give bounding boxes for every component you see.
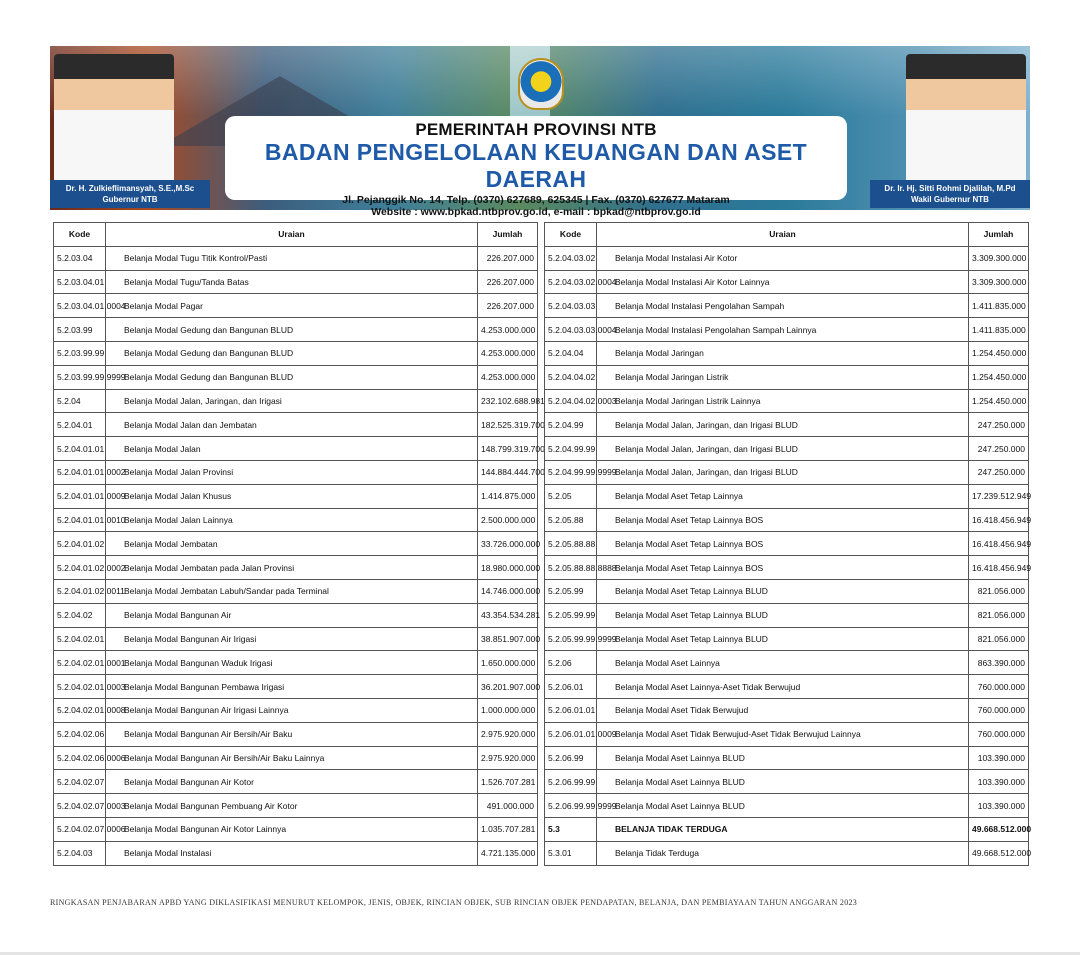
row-kode-cell: 5.2.05.88 [545,508,597,532]
left-table-body [54,246,545,865]
row-kode-cell: 5.2.04.02.07 [54,770,106,794]
row-uraian-cell: Belanja Modal Jembatan Labuh/Sandar pada Terminal [106,579,478,603]
row-kode-cell: 5.2.03.99 [54,318,106,342]
row-uraian-cell: Belanja Modal Aset Tetap Lainnya BOS [597,508,969,532]
row-jumlah-cell: 760.000.000 [969,675,1029,699]
row-jumlah-cell: 247.250.000 [969,460,1029,484]
row-kode-cell: 5.2.04.01.01.0009 [54,484,106,508]
row-uraian-cell: Belanja Modal Aset Lainnya BLUD [597,794,969,818]
table-row [54,437,538,461]
row-kode-cell: 5.2.04.03.03 [545,294,597,318]
row-kode-cell: 5.3.01 [545,841,597,865]
table-row [54,389,538,413]
table-row [54,746,538,770]
row-jumlah-cell: 226.207.000 [478,294,538,318]
table-row [545,556,1029,580]
row-uraian-cell: Belanja Modal Aset Lainnya BLUD [597,746,969,770]
table-row [545,318,1029,342]
row-jumlah-cell: 1.000.000.000 [478,698,538,722]
column-header-kode: Kode [545,223,597,247]
row-jumlah-cell: 14.746.000.000 [478,579,538,603]
row-uraian-cell: Belanja Modal Jalan, Jaringan, dan Irigasi BLUD [597,460,969,484]
table-row [545,841,1029,865]
table-row [54,341,538,365]
row-uraian-cell: Belanja Modal Bangunan Air Bersih/Air Baku Lainnya [106,746,478,770]
row-jumlah-cell: 1.254.450.000 [969,341,1029,365]
row-uraian-cell: Belanja Modal Aset Lainnya [597,651,969,675]
row-uraian-cell: Belanja Modal Jaringan Listrik Lainnya [597,389,969,413]
row-uraian-cell: Belanja Modal Jalan, Jaringan, dan Irigasi [106,389,478,413]
row-kode-cell: 5.2.03.04.01.0004 [54,294,106,318]
right-budget-table [544,222,1032,866]
row-kode-cell: 5.2.04.01.02.0002 [54,556,106,580]
row-kode-cell: 5.2.04.01.01 [54,437,106,461]
table-row [54,556,538,580]
row-uraian-cell: Belanja Modal Aset Tetap Lainnya BLUD [597,603,969,627]
row-jumlah-cell: 17.239.512.949 [969,484,1029,508]
table-row [545,579,1029,603]
table-row [54,246,538,270]
row-kode-cell: 5.2.06.01 [545,675,597,699]
row-kode-cell: 5.2.04.01.01.0002 [54,460,106,484]
row-jumlah-cell: 38.851.907.000 [478,627,538,651]
table-row [545,460,1029,484]
row-jumlah-cell: 144.884.444.700 [478,460,538,484]
column-header-uraian: Uraian [106,223,478,247]
row-uraian-cell: Belanja Modal Aset Tidak Berwujud-Aset Tidak Berwujud Lainnya [597,722,969,746]
row-uraian-cell: Belanja Modal Instalasi Air Kotor Lainnya [597,270,969,294]
row-kode-cell: 5.2.06 [545,651,597,675]
row-kode-cell: 5.2.04.02.06 [54,722,106,746]
row-uraian-cell: Belanja Modal Bangunan Air Kotor [106,770,478,794]
row-uraian-cell: Belanja Modal Jalan Provinsi [106,460,478,484]
table-row [545,675,1029,699]
row-kode-cell: 5.2.05.99.99.9999 [545,627,597,651]
table-row [54,365,538,389]
row-kode-cell: 5.2.04.03.02.0004 [545,270,597,294]
row-kode-cell: 5.2.04.02.01 [54,627,106,651]
row-kode-cell: 5.2.03.99.99.9999 [54,365,106,389]
row-kode-cell: 5.2.04.01.02 [54,532,106,556]
row-jumlah-cell: 4.253.000.000 [478,365,538,389]
row-uraian-cell: Belanja Modal Jembatan [106,532,478,556]
table-row [545,508,1029,532]
header-title-box [225,116,847,218]
table-row [545,746,1029,770]
header-title-line2: BADAN PENGELOLAAN KEUANGAN DAN ASET DAERAH [264,139,808,192]
row-kode-cell: 5.2.04.01 [54,413,106,437]
row-kode-cell: 5.2.03.04.01 [54,270,106,294]
row-uraian-cell: Belanja Modal Bangunan Air Bersih/Air Baku [106,722,478,746]
row-uraian-cell: Belanja Modal Bangunan Pembuang Air Kotor [106,794,478,818]
table-row [54,270,538,294]
table-row [545,651,1029,675]
row-uraian-cell: Belanja Modal Jalan Khusus [106,484,478,508]
row-jumlah-cell: 1.254.450.000 [969,389,1029,413]
row-kode-cell: 5.2.04.01.01.0010 [54,508,106,532]
left-budget-table [53,222,545,866]
row-kode-cell: 5.2.04.03.03.0004 [545,318,597,342]
row-jumlah-cell: 103.390.000 [969,770,1029,794]
row-jumlah-cell: 1.414.875.000 [478,484,538,508]
table-row [545,413,1029,437]
row-kode-cell: 5.2.04.02.01.0003 [54,675,106,699]
row-uraian-cell: Belanja Modal Bangunan Air Irigasi Lainnya [106,698,478,722]
header-contact: Website : www.bpkad.ntbprov.go.id, e-mail : bpkad@ntbprov.go.id [371,206,701,218]
row-uraian-cell: Belanja Modal Aset Tidak Berwujud [597,698,969,722]
row-kode-cell: 5.2.05.88.88 [545,532,597,556]
table-row [545,722,1029,746]
table-row [545,365,1029,389]
vice-governor-nameplate [870,180,1030,208]
row-uraian-cell: Belanja Modal Jembatan pada Jalan Provinsi [106,556,478,580]
row-kode-cell: 5.2.03.99.99 [54,341,106,365]
table-row [54,484,538,508]
table-row [545,817,1029,841]
table-row [545,532,1029,556]
vice-governor-photo [906,54,1026,194]
row-jumlah-cell: 3.309.300.000 [969,246,1029,270]
vice-governor-role: Wakil Gubernur NTB [911,195,989,204]
table-row [545,246,1029,270]
row-jumlah-cell: 1.526.707.281 [478,770,538,794]
row-jumlah-cell: 821.056.000 [969,579,1029,603]
row-uraian-cell: Belanja Modal Instalasi Pengolahan Sampah [597,294,969,318]
row-uraian-cell: Belanja Modal Jalan [106,437,478,461]
column-header-kode: Kode [54,223,106,247]
row-jumlah-cell: 491.000.000 [478,794,538,818]
row-uraian-cell: Belanja Modal Jaringan Listrik [597,365,969,389]
row-jumlah-cell: 4.721.135.000 [478,841,538,865]
row-uraian-cell: Belanja Modal Jalan, Jaringan, dan Irigasi BLUD [597,413,969,437]
table-row [545,770,1029,794]
row-jumlah-cell: 760.000.000 [969,722,1029,746]
row-jumlah-cell: 4.253.000.000 [478,341,538,365]
row-uraian-cell: Belanja Modal Instalasi Air Kotor [597,246,969,270]
row-kode-cell: 5.2.04.04 [545,341,597,365]
table-row [545,294,1029,318]
row-jumlah-cell: 16.418.456.949 [969,556,1029,580]
row-kode-cell: 5.2.04.02.01.0001 [54,651,106,675]
row-jumlah-cell: 4.253.000.000 [478,318,538,342]
row-uraian-cell: Belanja Modal Pagar [106,294,478,318]
row-uraian-cell: Belanja Modal Instalasi Pengolahan Sampah Lainnya [597,318,969,342]
table-row [54,579,538,603]
row-kode-cell: 5.2.05.99 [545,579,597,603]
row-uraian-cell: Belanja Modal Aset Tetap Lainnya BLUD [597,627,969,651]
row-kode-cell: 5.2.06.99 [545,746,597,770]
governor-photo [54,54,174,194]
table-row [54,841,538,865]
province-emblem-icon [518,58,564,110]
row-kode-cell: 5.2.05.88.88.8888 [545,556,597,580]
row-kode-cell: 5.3 [545,817,597,841]
vice-governor-name: Dr. Ir. Hj. Sitti Rohmi Djalilah, M.Pd [884,184,1016,193]
row-jumlah-cell: 2.500.000.000 [478,508,538,532]
row-uraian-cell: Belanja Tidak Terduga [597,841,969,865]
table-row [545,270,1029,294]
row-jumlah-cell: 2.975.920.000 [478,746,538,770]
row-kode-cell: 5.2.04 [54,389,106,413]
row-uraian-cell: Belanja Modal Gedung dan Bangunan BLUD [106,318,478,342]
table-row [54,318,538,342]
table-row [545,698,1029,722]
row-kode-cell: 5.2.04.04.02.0003 [545,389,597,413]
header-title-line1: PEMERINTAH PROVINSI NTB [415,120,657,139]
row-kode-cell: 5.2.04.02.07.0006 [54,817,106,841]
header-address: Jl. Pejanggik No. 14, Telp. (0370) 627689, 625345 | Fax. (0370) 627677 Mataram [342,194,730,206]
row-kode-cell: 5.2.03.04 [54,246,106,270]
row-jumlah-cell: 43.354.534.281 [478,603,538,627]
row-jumlah-cell: 18.980.000.000 [478,556,538,580]
row-jumlah-cell: 16.418.456.949 [969,532,1029,556]
row-jumlah-cell: 16.418.456.949 [969,508,1029,532]
table-row [54,627,538,651]
table-row [54,770,538,794]
table-header-row [54,223,538,247]
table-row [545,484,1029,508]
table-row [54,294,538,318]
row-kode-cell: 5.2.04.99.99 [545,437,597,461]
row-uraian-cell: Belanja Modal Aset Lainnya BLUD [597,770,969,794]
governor-name: Dr. H. Zulkieflimansyah, S.E.,M.Sc [65,184,195,193]
row-jumlah-cell: 103.390.000 [969,794,1029,818]
row-kode-cell: 5.2.04.99 [545,413,597,437]
row-uraian-cell: Belanja Modal Jalan, Jaringan, dan Irigasi BLUD [597,437,969,461]
row-jumlah-cell: 1.411.835.000 [969,318,1029,342]
row-jumlah-cell: 863.390.000 [969,651,1029,675]
row-uraian-cell: Belanja Modal Instalasi [106,841,478,865]
row-kode-cell: 5.2.06.99.99 [545,770,597,794]
table-row [545,437,1029,461]
row-kode-cell: 5.2.06.01.01.0009 [545,722,597,746]
row-jumlah-cell: 232.102.688.981 [478,389,538,413]
right-table-body [545,246,1032,865]
row-jumlah-cell: 760.000.000 [969,698,1029,722]
table-row [54,603,538,627]
table-row [54,651,538,675]
row-uraian-cell: Belanja Modal Tugu/Tanda Batas [106,270,478,294]
row-kode-cell: 5.2.04.02.06.0006 [54,746,106,770]
row-jumlah-cell: 3.309.300.000 [969,270,1029,294]
row-uraian-cell: Belanja Modal Tugu Titik Kontrol/Pasti [106,246,478,270]
table-row [54,817,538,841]
row-jumlah-cell: 49.668.512.000 [969,817,1029,841]
row-kode-cell: 5.2.04.02.01.0008 [54,698,106,722]
table-row [54,460,538,484]
row-uraian-cell: Belanja Modal Aset Tetap Lainnya BLUD [597,579,969,603]
row-jumlah-cell: 247.250.000 [969,413,1029,437]
row-uraian-cell: Belanja Modal Aset Tetap Lainnya BOS [597,556,969,580]
table-row [54,508,538,532]
row-kode-cell: 5.2.04.99.99.9999 [545,460,597,484]
column-header-jumlah: Jumlah [478,223,538,247]
row-kode-cell: 5.2.06.99.99.9999 [545,794,597,818]
row-jumlah-cell: 103.390.000 [969,746,1029,770]
column-header-jumlah: Jumlah [969,223,1029,247]
column-header-uraian: Uraian [597,223,969,247]
table-row [54,794,538,818]
row-jumlah-cell: 226.207.000 [478,270,538,294]
governor-role: Gubernur NTB [102,195,158,204]
row-kode-cell: 5.2.04.03.02 [545,246,597,270]
row-jumlah-cell: 182.525.319.700 [478,413,538,437]
row-uraian-cell: Belanja Modal Gedung dan Bangunan BLUD [106,341,478,365]
row-jumlah-cell: 2.975.920.000 [478,722,538,746]
table-row [54,675,538,699]
row-uraian-cell: Belanja Modal Gedung dan Bangunan BLUD [106,365,478,389]
row-kode-cell: 5.2.04.04.02 [545,365,597,389]
row-jumlah-cell: 1.650.000.000 [478,651,538,675]
row-jumlah-cell: 247.250.000 [969,437,1029,461]
row-kode-cell: 5.2.06.01.01 [545,698,597,722]
row-kode-cell: 5.2.05.99.99 [545,603,597,627]
row-kode-cell: 5.2.05 [545,484,597,508]
table-row [54,698,538,722]
row-jumlah-cell: 148.799.319.700 [478,437,538,461]
table-row [545,341,1029,365]
row-kode-cell: 5.2.04.01.02.0011 [54,579,106,603]
row-uraian-cell: Belanja Modal Bangunan Air Kotor Lainnya [106,817,478,841]
row-uraian-cell: Belanja Modal Aset Tetap Lainnya [597,484,969,508]
row-jumlah-cell: 33.726.000.000 [478,532,538,556]
row-uraian-cell: Belanja Modal Bangunan Pembawa Irigasi [106,675,478,699]
row-uraian-cell: Belanja Modal Jalan Lainnya [106,508,478,532]
row-uraian-cell: Belanja Modal Aset Lainnya-Aset Tidak Berwujud [597,675,969,699]
row-uraian-cell: Belanja Modal Aset Tetap Lainnya BOS [597,532,969,556]
document-footer-caption: RINGKASAN PENJABARAN APBD YANG DIKLASIFIKASI MENURUT KELOMPOK, JENIS, OBJEK, RINCIAN OBJEK, SUB RINCIAN OBJEK PENDAPATAN, BELANJA, DAN PEMBIAYAAN TAHUN ANGGARAN 2023 [50,898,858,907]
table-row [545,389,1029,413]
row-jumlah-cell: 821.056.000 [969,603,1029,627]
row-jumlah-cell: 49.668.512.000 [969,841,1029,865]
row-kode-cell: 5.2.04.03 [54,841,106,865]
row-uraian-cell: Belanja Modal Bangunan Waduk Irigasi [106,651,478,675]
row-kode-cell: 5.2.04.02.07.0003 [54,794,106,818]
row-jumlah-cell: 1.254.450.000 [969,365,1029,389]
row-uraian-cell: Belanja Modal Bangunan Air [106,603,478,627]
row-jumlah-cell: 226.207.000 [478,246,538,270]
table-row [545,627,1029,651]
table-row [54,722,538,746]
table-row [54,532,538,556]
row-jumlah-cell: 821.056.000 [969,627,1029,651]
header-banner [50,46,1030,218]
governor-nameplate [50,180,210,208]
row-kode-cell: 5.2.04.02 [54,603,106,627]
row-jumlah-cell: 36.201.907.000 [478,675,538,699]
table-header-row [545,223,1029,247]
row-jumlah-cell: 1.411.835.000 [969,294,1029,318]
table-row [545,603,1029,627]
row-uraian-cell: BELANJA TIDAK TERDUGA [597,817,969,841]
row-uraian-cell: Belanja Modal Jaringan [597,341,969,365]
row-uraian-cell: Belanja Modal Bangunan Air Irigasi [106,627,478,651]
row-jumlah-cell: 1.035.707.281 [478,817,538,841]
table-row [545,794,1029,818]
table-row [54,413,538,437]
row-uraian-cell: Belanja Modal Jalan dan Jembatan [106,413,478,437]
